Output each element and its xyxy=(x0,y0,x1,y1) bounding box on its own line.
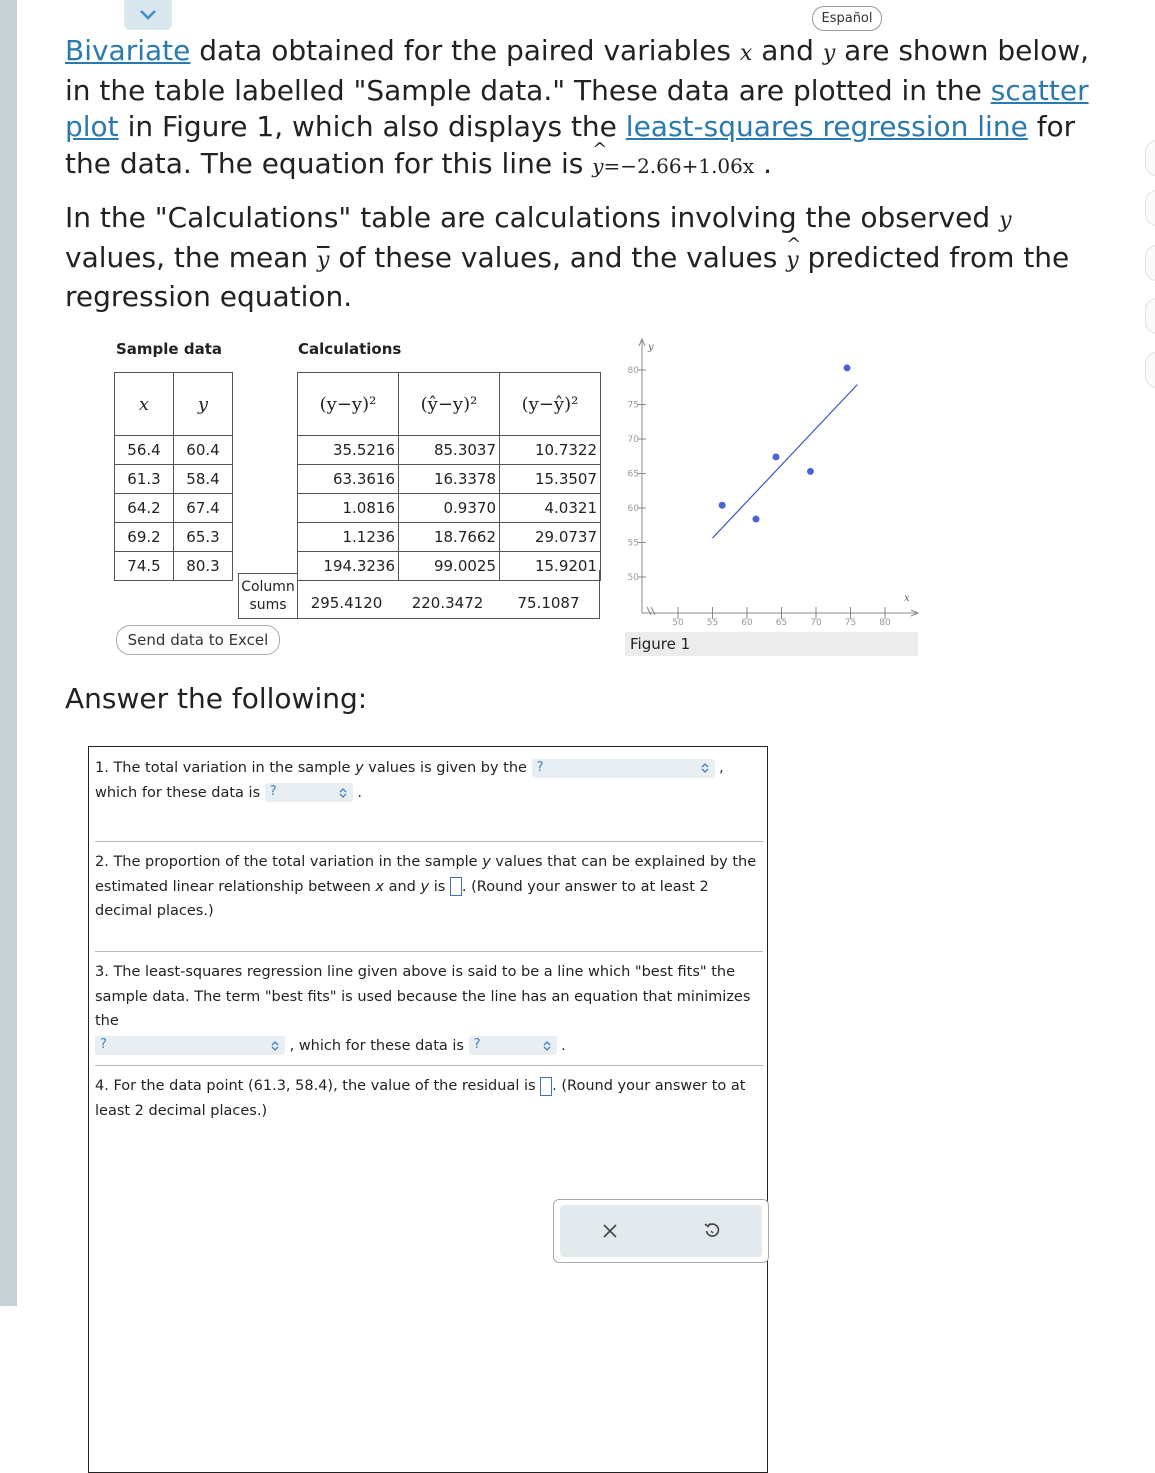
table-row: 1.1236 18.7662 29.0737 xyxy=(298,523,601,552)
column-sums-row: 295.4120 220.3472 75.1087 xyxy=(310,594,580,612)
proportion-input[interactable] xyxy=(450,877,462,896)
question-1: 1. The total variation in the sample y values is given by the ? , which for these data is ? . xyxy=(95,759,724,801)
x-tick-label: 60 xyxy=(741,618,753,628)
table-row: 194.3236 99.0025 15.9201 xyxy=(298,552,601,581)
sample-data-label: Sample data xyxy=(116,340,222,358)
data-point xyxy=(807,468,814,475)
question-3: 3. The least-squares regression line given above is said to be a line which "best fits" the sample data. The term "best fits" is used because the line has an equation that minimizes the ? , which for these data is ? . xyxy=(95,964,751,1054)
y-tick-label: 75 xyxy=(627,400,639,411)
intro-paragraph-1: Bivariate data obtained for the paired variables x and y are shown below, in the table labelled "Sample data." These data are plotted in the scatter plot in Figure 1, which also displays the least-squares regression line for the data. The equation for this line is ^ y=−2.66+1.06x . xyxy=(65,33,1115,184)
data-point xyxy=(752,516,759,523)
table-row: 69.2 65.3 xyxy=(115,523,233,552)
table-row: 35.5216 85.3037 10.7322 xyxy=(298,436,601,465)
language-button[interactable]: Español xyxy=(812,6,882,31)
x-tick-label: 50 xyxy=(672,618,684,628)
scatter-plot-link[interactable]: scatter plot xyxy=(65,73,1089,143)
y-tick-label: 50 xyxy=(627,573,639,583)
sample-data-table xyxy=(114,372,233,581)
question-2: 2. The proportion of the total variation in the sample y values that can be explained by the estimated linear relationship between x and y is . (Round your answer to at least 2 decimal places.) xyxy=(95,854,757,919)
side-tool-1[interactable] xyxy=(1145,140,1155,176)
side-tool-3[interactable] xyxy=(1145,245,1155,281)
chevron-down-icon xyxy=(138,9,158,21)
collapse-tab[interactable] xyxy=(124,0,172,30)
table-row: 64.2 67.4 xyxy=(115,494,233,523)
total-variation-value-select[interactable]: ? xyxy=(265,783,353,802)
intro-paragraph-2: In the "Calculations" table are calculations involving the observed y values, the mean $\overline{y}$ of these values, and the values ^ y predicted from the regression equation. xyxy=(65,200,1115,316)
regression-line xyxy=(713,384,858,538)
x-tick-label: 65 xyxy=(775,618,788,628)
data-point xyxy=(719,502,726,509)
column-sums-label: Column sums xyxy=(238,573,298,619)
side-tool-4[interactable] xyxy=(1145,298,1155,334)
column-header-total: (y−y)² xyxy=(298,373,399,436)
table-row: 1.0816 0.9370 4.0321 xyxy=(298,494,601,523)
data-point xyxy=(772,453,779,460)
regression-equation: ^ y=−2.66+1.06x xyxy=(592,154,754,178)
clear-button[interactable] xyxy=(596,1217,624,1245)
select-arrows-icon xyxy=(338,787,348,799)
x-axis-label: x xyxy=(904,593,910,604)
table-row: 56.4 60.4 xyxy=(115,436,233,465)
figure-caption: Figure 1 xyxy=(625,632,918,656)
table-row: 61.3 58.4 xyxy=(115,465,233,494)
table-row: 63.3616 16.3378 15.3507 xyxy=(298,465,601,494)
select-arrows-icon xyxy=(542,1040,552,1052)
send-to-excel-button[interactable]: Send data to Excel xyxy=(116,625,280,655)
left-scroll-region xyxy=(0,0,17,1306)
column-header-residual: (y−ŷ)² xyxy=(500,373,601,436)
table-row: 74.5 80.3 xyxy=(115,552,233,581)
question-4: 4. For the data point (61.3, 58.4), the value of the residual is . (Round your answer to at least 2 decimal places.) xyxy=(95,1078,746,1119)
column-header-explained: (ŷ−y)² xyxy=(399,373,500,436)
calculations-label: Calculations xyxy=(298,340,402,358)
y-tick-label: 70 xyxy=(627,435,639,445)
questions-box xyxy=(88,746,768,1473)
x-tick-label: 70 xyxy=(810,618,822,628)
divider xyxy=(95,841,763,842)
answer-actions xyxy=(553,1199,769,1263)
select-arrows-icon xyxy=(270,1040,280,1052)
regression-line-link[interactable]: least-squares regression line xyxy=(625,110,1028,143)
residual-input[interactable] xyxy=(540,1077,552,1096)
close-icon xyxy=(602,1223,618,1239)
total-variation-select[interactable]: ? xyxy=(532,759,715,778)
undo-icon xyxy=(703,1222,721,1240)
y-tick-label: 80 xyxy=(627,366,639,376)
problem-statement xyxy=(65,33,1115,316)
column-header-y: y xyxy=(174,373,233,436)
y-tick-label: 60 xyxy=(627,504,639,514)
side-tool-5[interactable] xyxy=(1145,352,1155,388)
select-arrows-icon xyxy=(700,762,710,774)
minimized-value-select[interactable]: ? xyxy=(469,1036,557,1055)
undo-button[interactable] xyxy=(698,1217,726,1245)
answer-heading: Answer the following: xyxy=(65,682,368,715)
y-axis-label: y xyxy=(648,342,654,353)
scatter-plot xyxy=(620,330,920,630)
x-tick-label: 80 xyxy=(879,618,891,628)
y-tick-label: 55 xyxy=(627,538,639,549)
side-tool-2[interactable] xyxy=(1145,190,1155,226)
x-tick-label: 75 xyxy=(844,618,857,628)
column-header-x: x xyxy=(115,373,174,436)
minimizes-select[interactable]: ? xyxy=(95,1036,285,1055)
x-axis-break xyxy=(647,607,655,615)
data-point xyxy=(844,364,851,371)
divider xyxy=(95,1065,763,1066)
divider xyxy=(95,951,763,952)
x-tick-label: 55 xyxy=(706,618,719,628)
y-tick-label: 65 xyxy=(627,469,639,480)
sums-border xyxy=(297,570,600,619)
bivariate-link[interactable]: Bivariate xyxy=(65,34,191,67)
